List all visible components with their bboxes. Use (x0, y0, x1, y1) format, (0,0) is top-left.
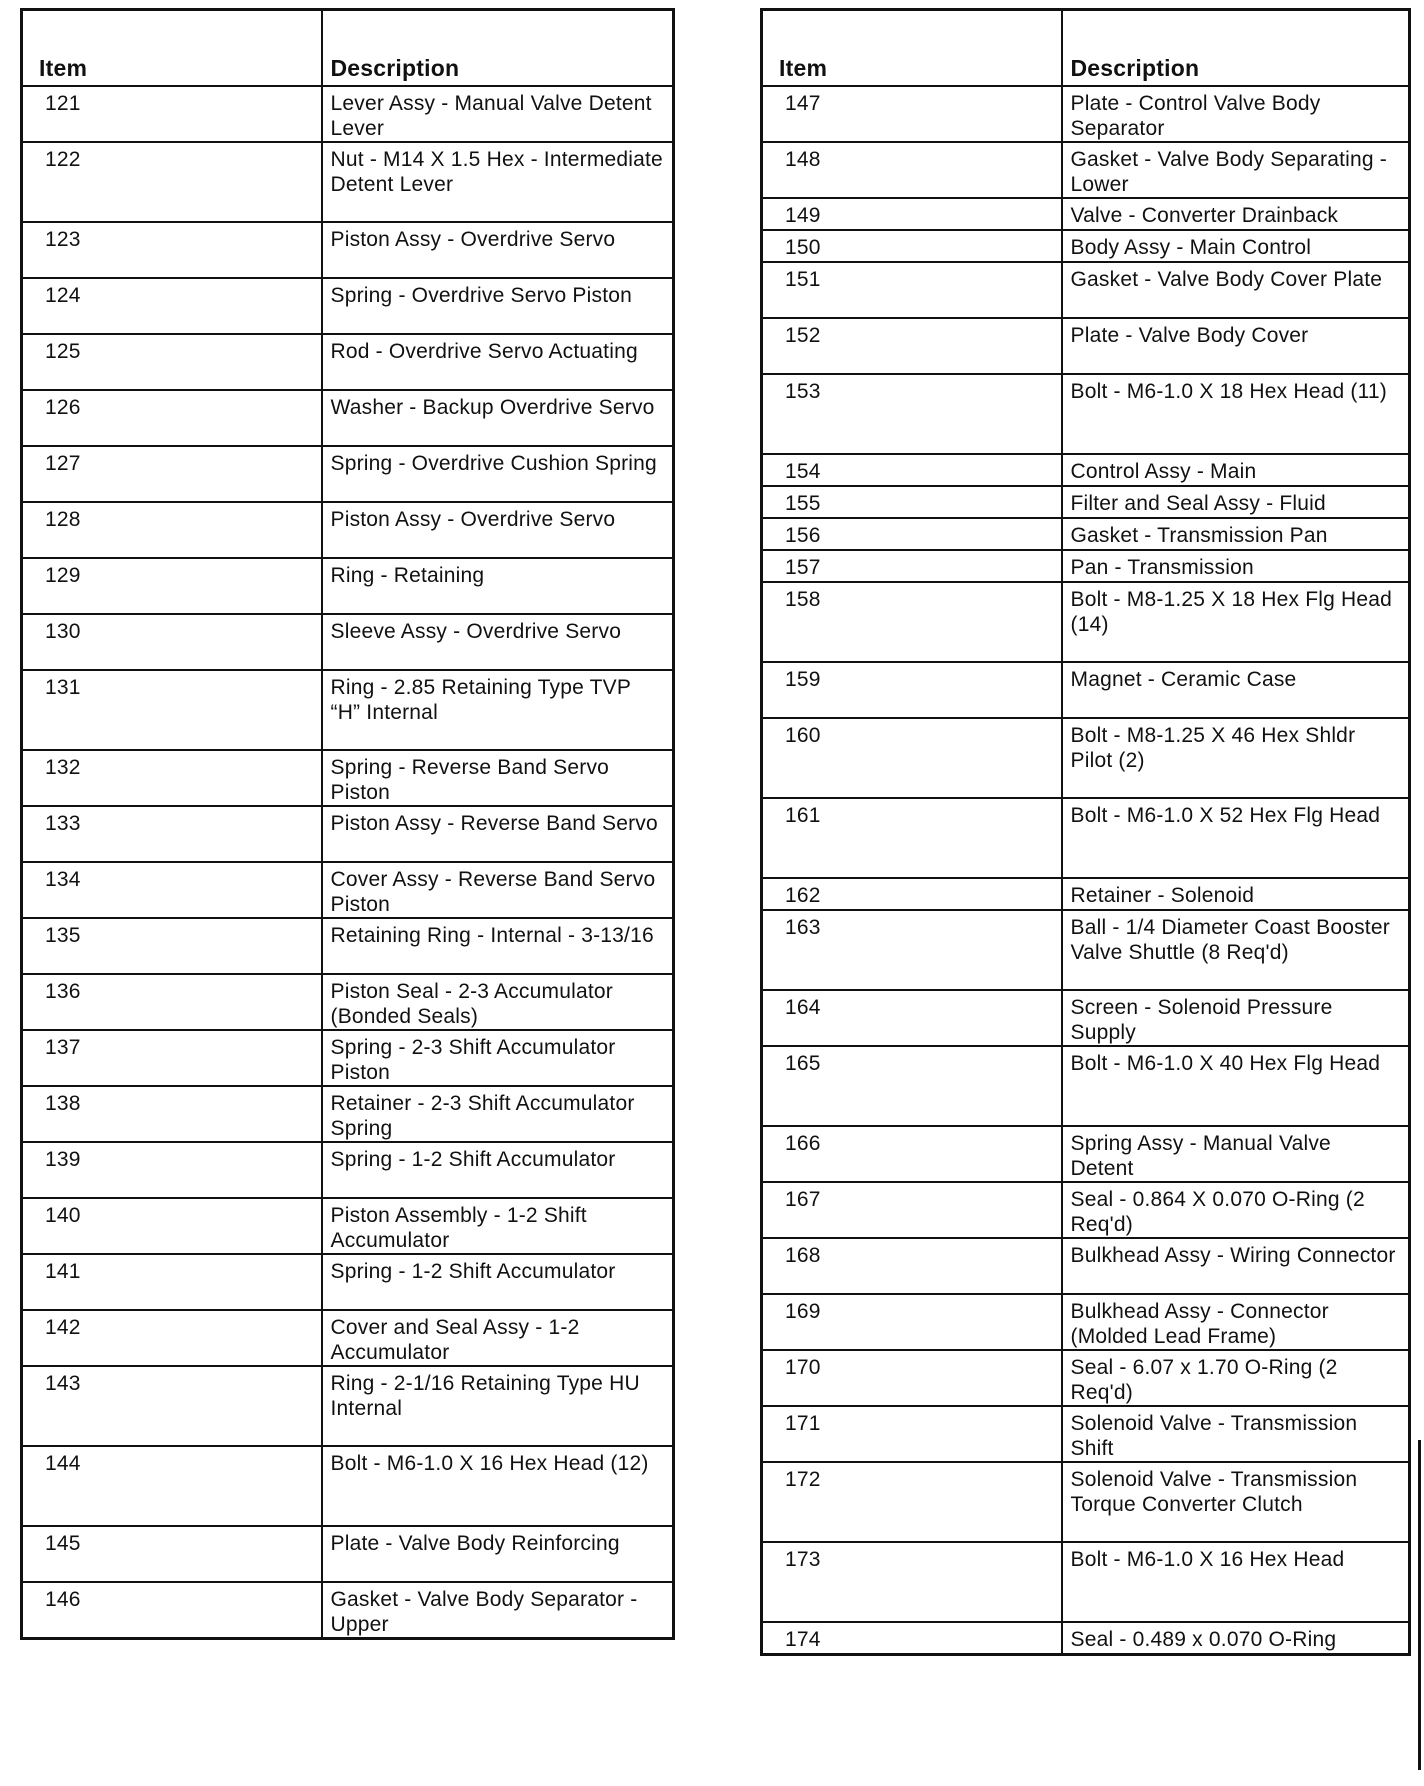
item-number: 162 (762, 878, 1062, 910)
table-row (22, 670, 674, 750)
item-number: 124 (22, 278, 322, 334)
table-row (22, 974, 674, 1030)
item-number: 143 (22, 1366, 322, 1446)
item-number: 122 (22, 142, 322, 222)
item-description: Bolt - M6-1.0 X 40 Hex Flg Head (1062, 1046, 1410, 1126)
item-number: 144 (22, 1446, 322, 1526)
parts-table-left-body (22, 86, 674, 1639)
item-description: Spring - Overdrive Cushion Spring (322, 446, 674, 502)
table-row (22, 334, 674, 390)
table-row (762, 1182, 1410, 1238)
item-description: Bolt - M6-1.0 X 16 Hex Head (1062, 1542, 1410, 1622)
item-description: Valve - Converter Drainback (1062, 198, 1410, 230)
item-number: 161 (762, 798, 1062, 878)
item-description: Bolt - M6-1.0 X 18 Hex Head (11) (1062, 374, 1410, 454)
item-number: 141 (22, 1254, 322, 1310)
item-number: 129 (22, 558, 322, 614)
table-row (22, 750, 674, 806)
item-number: 142 (22, 1310, 322, 1366)
table-row (22, 446, 674, 502)
item-number: 158 (762, 582, 1062, 662)
table-row (22, 278, 674, 334)
table-row (22, 222, 674, 278)
table-row (762, 318, 1410, 374)
item-number: 134 (22, 862, 322, 918)
parts-table-left (20, 8, 675, 1640)
table-row (762, 454, 1410, 486)
item-description: Cover and Seal Assy - 1-2 Accumulator (322, 1310, 674, 1366)
item-description: Spring Assy - Manual Valve Detent (1062, 1126, 1410, 1182)
table-row (762, 1542, 1410, 1622)
parts-table-right (760, 8, 1411, 1656)
item-description: Spring - 1-2 Shift Accumulator (322, 1142, 674, 1198)
table-row (762, 1406, 1410, 1462)
item-number: 145 (22, 1526, 322, 1582)
item-description: Gasket - Valve Body Separating - Lower (1062, 142, 1410, 198)
table-row (762, 230, 1410, 262)
item-number: 153 (762, 374, 1062, 454)
item-number: 136 (22, 974, 322, 1030)
table-row (22, 614, 674, 670)
item-number: 166 (762, 1126, 1062, 1182)
table-row (22, 1142, 674, 1198)
item-description: Control Assy - Main (1062, 454, 1410, 486)
table-row (762, 1294, 1410, 1350)
item-description: Piston Assy - Reverse Band Servo (322, 806, 674, 862)
item-description: Piston Assy - Overdrive Servo (322, 222, 674, 278)
item-number: 168 (762, 1238, 1062, 1294)
item-description: Solenoid Valve - Transmission Torque Converter Clutch (1062, 1462, 1410, 1542)
table-row (762, 718, 1410, 798)
table-row (22, 1446, 674, 1526)
item-number: 174 (762, 1622, 1062, 1654)
table-row (762, 198, 1410, 230)
item-description: Washer - Backup Overdrive Servo (322, 390, 674, 446)
table-row (22, 1526, 674, 1582)
item-description: Spring - Reverse Band Servo Piston (322, 750, 674, 806)
item-description: Ring - Retaining (322, 558, 674, 614)
item-column-header: Item (762, 10, 1062, 87)
item-number: 138 (22, 1086, 322, 1142)
item-description: Screen - Solenoid Pressure Supply (1062, 990, 1410, 1046)
item-description: Ring - 2-1/16 Retaining Type HU Internal (322, 1366, 674, 1446)
item-description: Ball - 1/4 Diameter Coast Booster Valve Shuttle (8 Req'd) (1062, 910, 1410, 990)
table-row (22, 1030, 674, 1086)
item-number: 167 (762, 1182, 1062, 1238)
table-row (22, 806, 674, 862)
table-row (762, 518, 1410, 550)
item-number: 157 (762, 550, 1062, 582)
item-description: Ring - 2.85 Retaining Type TVP “H” Internal (322, 670, 674, 750)
item-description: Spring - 1-2 Shift Accumulator (322, 1254, 674, 1310)
item-number: 132 (22, 750, 322, 806)
item-number: 152 (762, 318, 1062, 374)
item-description: Bolt - M8-1.25 X 18 Hex Flg Head (14) (1062, 582, 1410, 662)
table-row (762, 1350, 1410, 1406)
item-description: Plate - Control Valve Body Separator (1062, 86, 1410, 142)
item-description: Bolt - M6-1.0 X 16 Hex Head (12) (322, 1446, 674, 1526)
table-header-row (22, 10, 674, 87)
table-row (22, 502, 674, 558)
item-description: Rod - Overdrive Servo Actuating (322, 334, 674, 390)
item-number: 125 (22, 334, 322, 390)
item-number: 165 (762, 1046, 1062, 1126)
item-number: 170 (762, 1350, 1062, 1406)
table-row (22, 1086, 674, 1142)
table-row (762, 662, 1410, 718)
item-description: Piston Assy - Overdrive Servo (322, 502, 674, 558)
item-description: Seal - 6.07 x 1.70 O-Ring (2 Req'd) (1062, 1350, 1410, 1406)
item-description: Plate - Valve Body Reinforcing (322, 1526, 674, 1582)
page-edge-mark (1418, 1440, 1421, 1770)
table-row (762, 86, 1410, 142)
item-description: Gasket - Valve Body Separator - Upper (322, 1582, 674, 1639)
item-description: Body Assy - Main Control (1062, 230, 1410, 262)
table-row (762, 1462, 1410, 1542)
item-description: Bolt - M8-1.25 X 46 Hex Shldr Pilot (2) (1062, 718, 1410, 798)
table-row (762, 878, 1410, 910)
item-number: 146 (22, 1582, 322, 1639)
item-number: 139 (22, 1142, 322, 1198)
item-description: Bulkhead Assy - Wiring Connector (1062, 1238, 1410, 1294)
table-row (22, 1310, 674, 1366)
item-number: 131 (22, 670, 322, 750)
table-row (22, 1582, 674, 1639)
table-row (762, 142, 1410, 198)
table-row (762, 374, 1410, 454)
table-row (22, 1198, 674, 1254)
item-number: 147 (762, 86, 1062, 142)
table-row (22, 918, 674, 974)
item-number: 126 (22, 390, 322, 446)
item-number: 150 (762, 230, 1062, 262)
item-number: 155 (762, 486, 1062, 518)
description-column-header: Description (322, 10, 674, 87)
table-row (22, 142, 674, 222)
item-number: 133 (22, 806, 322, 862)
table-header-row (762, 10, 1410, 87)
item-number: 149 (762, 198, 1062, 230)
item-description: Spring - 2-3 Shift Accumulator Piston (322, 1030, 674, 1086)
table-row (22, 86, 674, 142)
item-number: 121 (22, 86, 322, 142)
item-description: Nut - M14 X 1.5 Hex - Intermediate Detent Lever (322, 142, 674, 222)
item-number: 172 (762, 1462, 1062, 1542)
item-description: Seal - 0.864 X 0.070 O-Ring (2 Req'd) (1062, 1182, 1410, 1238)
item-description: Gasket - Transmission Pan (1062, 518, 1410, 550)
item-description: Seal - 0.489 x 0.070 O-Ring (1062, 1622, 1410, 1654)
item-number: 169 (762, 1294, 1062, 1350)
item-number: 148 (762, 142, 1062, 198)
item-description: Filter and Seal Assy - Fluid (1062, 486, 1410, 518)
table-row (762, 1046, 1410, 1126)
table-row (762, 1238, 1410, 1294)
item-number: 123 (22, 222, 322, 278)
table-row (762, 798, 1410, 878)
item-number: 171 (762, 1406, 1062, 1462)
item-description: Gasket - Valve Body Cover Plate (1062, 262, 1410, 318)
item-description: Solenoid Valve - Transmission Shift (1062, 1406, 1410, 1462)
table-row (762, 262, 1410, 318)
item-description: Magnet - Ceramic Case (1062, 662, 1410, 718)
item-description: Pan - Transmission (1062, 550, 1410, 582)
item-description: Piston Seal - 2-3 Accumulator (Bonded Seals) (322, 974, 674, 1030)
table-row (762, 910, 1410, 990)
item-number: 154 (762, 454, 1062, 486)
item-number: 163 (762, 910, 1062, 990)
item-description: Bolt - M6-1.0 X 52 Hex Flg Head (1062, 798, 1410, 878)
item-description: Lever Assy - Manual Valve Detent Lever (322, 86, 674, 142)
table-row (762, 486, 1410, 518)
item-description: Retainer - Solenoid (1062, 878, 1410, 910)
item-number: 127 (22, 446, 322, 502)
item-description: Retainer - 2-3 Shift Accumulator Spring (322, 1086, 674, 1142)
table-row (762, 582, 1410, 662)
item-number: 140 (22, 1198, 322, 1254)
table-row (22, 558, 674, 614)
table-row (762, 550, 1410, 582)
item-number: 156 (762, 518, 1062, 550)
item-number: 159 (762, 662, 1062, 718)
item-column-header: Item (22, 10, 322, 87)
item-description: Piston Assembly - 1-2 Shift Accumulator (322, 1198, 674, 1254)
table-row (762, 1622, 1410, 1654)
item-number: 164 (762, 990, 1062, 1046)
item-description: Plate - Valve Body Cover (1062, 318, 1410, 374)
table-row (22, 1254, 674, 1310)
item-description: Sleeve Assy - Overdrive Servo (322, 614, 674, 670)
item-description: Cover Assy - Reverse Band Servo Piston (322, 862, 674, 918)
table-row (762, 1126, 1410, 1182)
table-row (22, 862, 674, 918)
table-row (762, 990, 1410, 1046)
item-number: 130 (22, 614, 322, 670)
item-number: 135 (22, 918, 322, 974)
item-number: 137 (22, 1030, 322, 1086)
item-description: Retaining Ring - Internal - 3-13/16 (322, 918, 674, 974)
item-number: 151 (762, 262, 1062, 318)
table-row (22, 1366, 674, 1446)
item-number: 160 (762, 718, 1062, 798)
item-description: Bulkhead Assy - Connector (Molded Lead Frame) (1062, 1294, 1410, 1350)
item-number: 173 (762, 1542, 1062, 1622)
parts-table-right-body (762, 86, 1410, 1654)
table-row (22, 390, 674, 446)
item-description: Spring - Overdrive Servo Piston (322, 278, 674, 334)
description-column-header: Description (1062, 10, 1410, 87)
item-number: 128 (22, 502, 322, 558)
